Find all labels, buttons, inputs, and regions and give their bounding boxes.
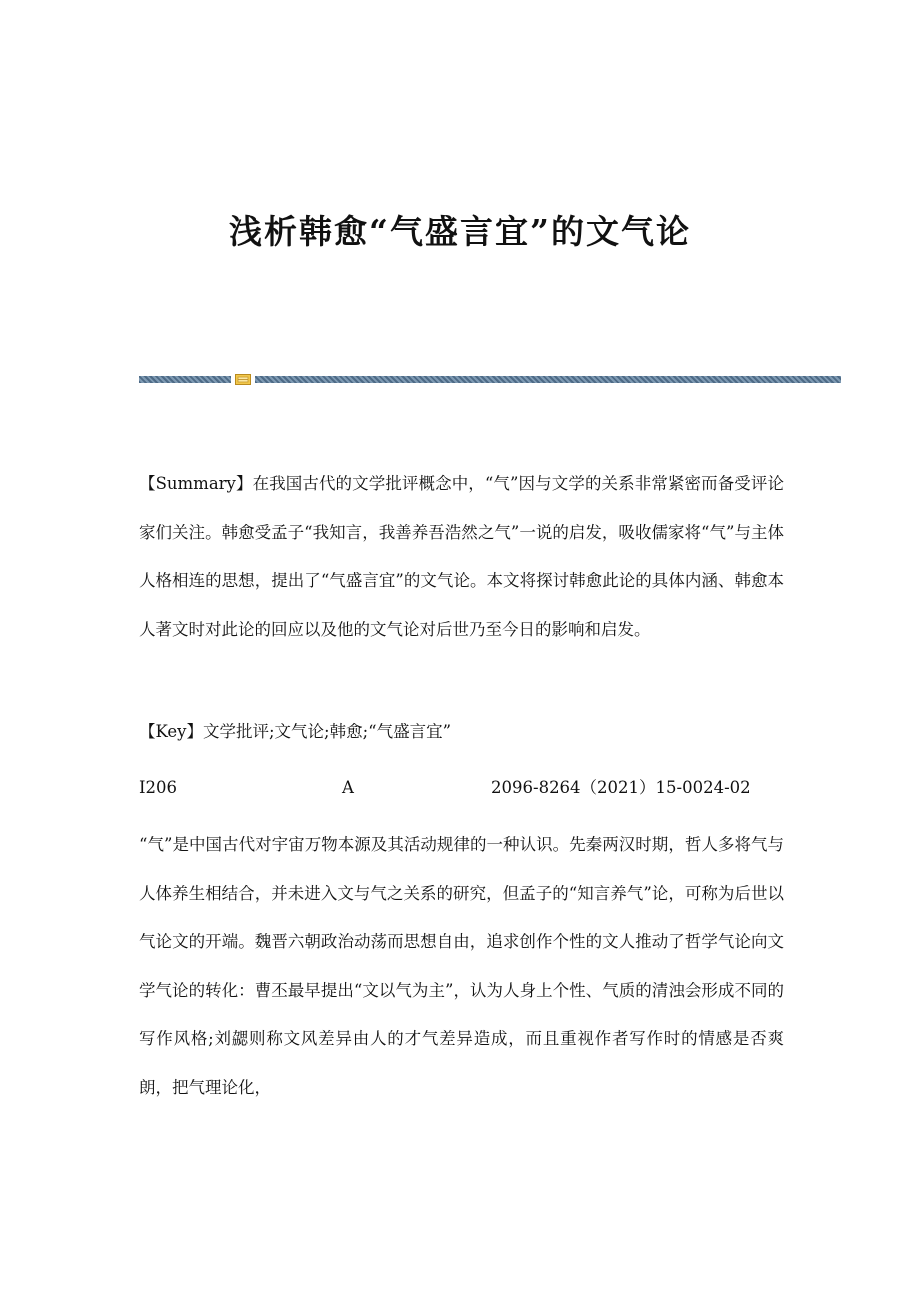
keywords-text: 文学批评;文气论;韩愈;“气盛言宜” bbox=[202, 722, 452, 741]
divider-bar-left bbox=[139, 376, 231, 383]
abstract-paragraph bbox=[139, 460, 784, 654]
title-divider bbox=[139, 374, 841, 384]
body-paragraph: “气”是中国古代对宇宙万物本源及其活动规律的一种认识。先秦两汉时期，哲人多将气与人体养生相结合，并未进入文与气之关系的研究，但孟子的“知言养气”论，可称为后世以气论文的开端。魏晋六朝政治动荡而思想自由，追求创作个性的文人推动了哲学气论向文学气论的转化：曹丕最早提出“文以气为主”，认为人身上个性、气质的清浊会形成不同的写作风格;刘勰则称文风差异由人的才气差异造成，而且重视作者写作时的情感是否爽朗，把气理论化， bbox=[139, 835, 784, 1097]
divider-bar-right bbox=[255, 376, 841, 383]
article-id: 2096-8264（2021）15-0024-02 bbox=[491, 778, 751, 797]
divider-ornament-icon bbox=[235, 374, 251, 385]
keywords-paragraph bbox=[139, 708, 784, 757]
abstract-label: 【Summary】 bbox=[139, 474, 253, 493]
document-code: A bbox=[342, 778, 354, 797]
page-title: 浅析韩愈“气盛言宜”的文气论 bbox=[229, 212, 691, 251]
classification-line bbox=[139, 764, 784, 812]
clc-code: I206 bbox=[139, 778, 178, 797]
abstract-text: 在我国古代的文学批评概念中，“气”因与文学的关系非常紧密而备受评论家们关注。韩愈受孟子“我知言，我善养吾浩然之气”一说的启发，吸收儒家将“气”与主体人格相连的思想，提出了“气盛言宜”的文气论。本文将探讨韩愈此论的具体内涵、韩愈本人著文时对此论的回应以及他的文气论对后世乃至今日的影响和启发。 bbox=[139, 474, 784, 639]
keywords-label: 【Key】 bbox=[139, 722, 203, 741]
